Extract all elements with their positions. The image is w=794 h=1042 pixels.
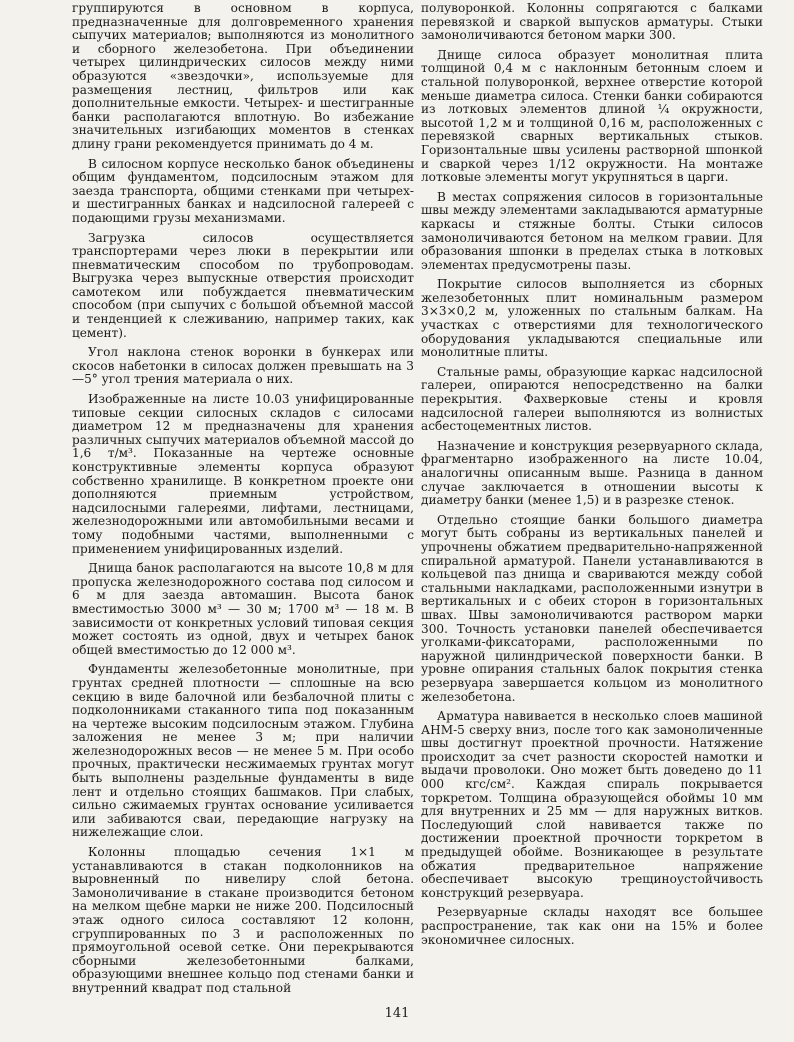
paragraph: В силосном корпусе несколько банок объединены общим фундаментом, подсилосным этажом для заезда транспорта, общими стенками при четырех- и шестигранных банках и надсилосной галереей с подающими грузы механизмами. [72,156,414,225]
paragraph: Изображенные на листе 10.03 унифицированные типовые секции силосных складов с силосами диаметром 12 м предназначены для хранения различных сыпучих материалов объемной массой до 1,6 т/м³. Показанные на чертеже основные конструктивные элементы корпуса образуют собственно хранилище. В конкретном проекте они дополняются приемным устройством, надсилосными галереями, лифтами, лестницами, железнодорожными или автомобильными весами и тому подобными частями, выполненными с применением унифицированных изделий. [72,392,414,556]
paragraph: Фундаменты железобетонные монолитные, при грунтах средней плотности — сплошные на всю секцию в виде балочной или безбалочной плиты с подколонниками стаканного типа под показанным на чертеже высоким подсилосным этажом. Глубина заложения не менее 3 м; при наличии железнодорожных весов — не менее 5 м. При особо прочных, практически несжимаемых грунтах могут быть выполнены раздельные фундаменты в виде лент и отдельно стоящих башмаков. При слабых, сильно сжимаемых грунтах основание усиливается или забиваются сваи, передающие нагрузку на нижележащие слои. [72,662,414,840]
paragraph: Днище силоса образует монолитная плита толщиной 0,4 м с наклонным бетонным слоем и стальной полуворонкой, верхнее отверстие которой меньше диаметра силоса. Стенки банки собираются из лотковых элементов длиной ¼ окружности, высотой 1,2 м и толщиной 0,16 м, расположенных с перевязкой сварных вертикальных стыков. Горизонтальные швы усилены растворной шпонкой и сваркой через 1/12 окружности. На монтаже лотковые элементы могут укрупняться в царги. [421,47,763,185]
paragraph: Покрытие силосов выполняется из сборных железобетонных плит номинальным размером 3×3×0,2 м, уложенных по стальным балкам. На участках с отверстиями для технологического оборудования укладываются специальные или монолитные плиты. [421,277,763,360]
paragraph: Колонны площадью сечения 1×1 м устанавливаются в стакан подколонников на выровненный по нивелиру слой бетона. Замоноличивание в стакане производится бетоном на мелком щебне марки не ниже 200. Подсилосный этаж одного силоса составляют 12 колонн, сгруппированных по 3 и расположенных по прямоугольной осевой сетке. Они перекрываются сборными железобетонными балками, образующими внешнее кольцо под стенами банки и внутренний квадрат под стальной [72,845,414,995]
paragraph: Загрузка силосов осуществляется транспортерами через люки в перекрытии или пневматическим способом по трубопроводам. Выгрузка через выпускные отверстия происходит самотеком или побуждается пневматическим способом (при сыпучих с большой объемной массой и тенденцией к слеживанию, например таких, как цемент). [72,230,414,340]
paragraph: Резервуарные склады находят все большее распространение, так как они на 15% и более экономичнее силосных. [421,905,763,947]
paragraph: Стальные рамы, образующие каркас надсилосной галереи, опираются непосредственно на балки перекрытия. Фахверковые стены и кровля надсилосной галереи выполняются из волнистых асбестоцементных листов. [421,364,763,434]
paragraph: Отдельно стоящие банки большого диаметра могут быть собраны из вертикальных панелей и упрочнены обжатием предварительно-напряженной спиральной арматурой. Панели устанавливаются в кольцевой паз днища и свариваются между собой стальными накладками, расположенными изнутри в вертикальных и с обеих сторон в горизонтальных швах. Швы замоноличиваются раствором марки 300. Точность установки панелей обеспечивается уголками-фиксаторами, расположенными по наружной цилиндрической поверхности банки. В уровне опирания стальных балок покрытия стенка резервуара завершается кольцом из монолитного железобетона. [421,512,763,704]
paragraph: Днища банок располагаются на высоте 10,8 м для пропуска железнодорожного состава под силосом и 6 м для заезда автомашин. Высота банок вместимостью 3000 м³ — 30 м; 1700 м³ — 18 м. В зависимости от конкретных условий типовая секция может состоять из одной, двух и четырех банок общей вместимостью до 12 000 м³. [72,561,414,657]
paragraph-continuation: полуворонкой. Колонны сопрягаются с балками перевязкой и сваркой выпусков арматуры. Стыки замоноличиваются бетоном марки 300. [421,1,763,43]
page-number: 141 [384,1006,410,1021]
paragraph: Угол наклона стенок воронки в бункерах или скосов набетонки в силосах должен превышать на 3—5° угол трения материала о них. [72,345,414,387]
paragraph: Назначение и конструкция резервуарного склада, фрагментарно изображенного на листе 10.04, аналогичны описанным выше. Разница в данном случае заключается в отношении высоты к диаметру банки (менее 1,5) и в разрезке стенок. [421,438,763,508]
right-column [421,2,763,947]
left-column [72,2,414,996]
paragraph: В местах сопряжения силосов в горизонтальные швы между элементами закладываются арматурные каркасы и стяжные болты. Стыки силосов замоноличиваются бетоном на мелком гравии. Для образования шпонки в пределах стыка в лотковых элементах предусмотрены пазы. [421,189,763,272]
paragraph: Арматура навивается в несколько слоев машиной АНМ-5 сверху вниз, после того как замоноличенные швы достигнут проектной прочности. Натяжение происходит за счет разности скоростей намотки и выдачи проволоки. Оно может быть доведено до 11 000 кгс/см². Каждая спираль покрывается торкретом. Толщина образующейся обоймы 10 мм для внутренних и 25 мм — для наружных витков. Последующий слой навивается также по достижении проектной прочности торкретом в предыдущей обойме. Возникающее в результате обжатия предварительное напряжение обеспечивает высокую трещиноустойчивость конструкций резервуара. [421,709,763,900]
paragraph: группируются в основном в корпуса, предназначенные для долговременного хранения сыпучих материалов; выполняются из монолитного и сборного железобетона. При объединении четырех цилиндрических силосов между ними образуются «звездочки», используемые для размещения лестниц, фильтров или как дополнительные емкости. Четырех- и шестигранные банки располагаются вплотную. Во избежание значительных изгибающих моментов в стенках длину грани рекомендуется принимать до 4 м. [72,1,414,151]
